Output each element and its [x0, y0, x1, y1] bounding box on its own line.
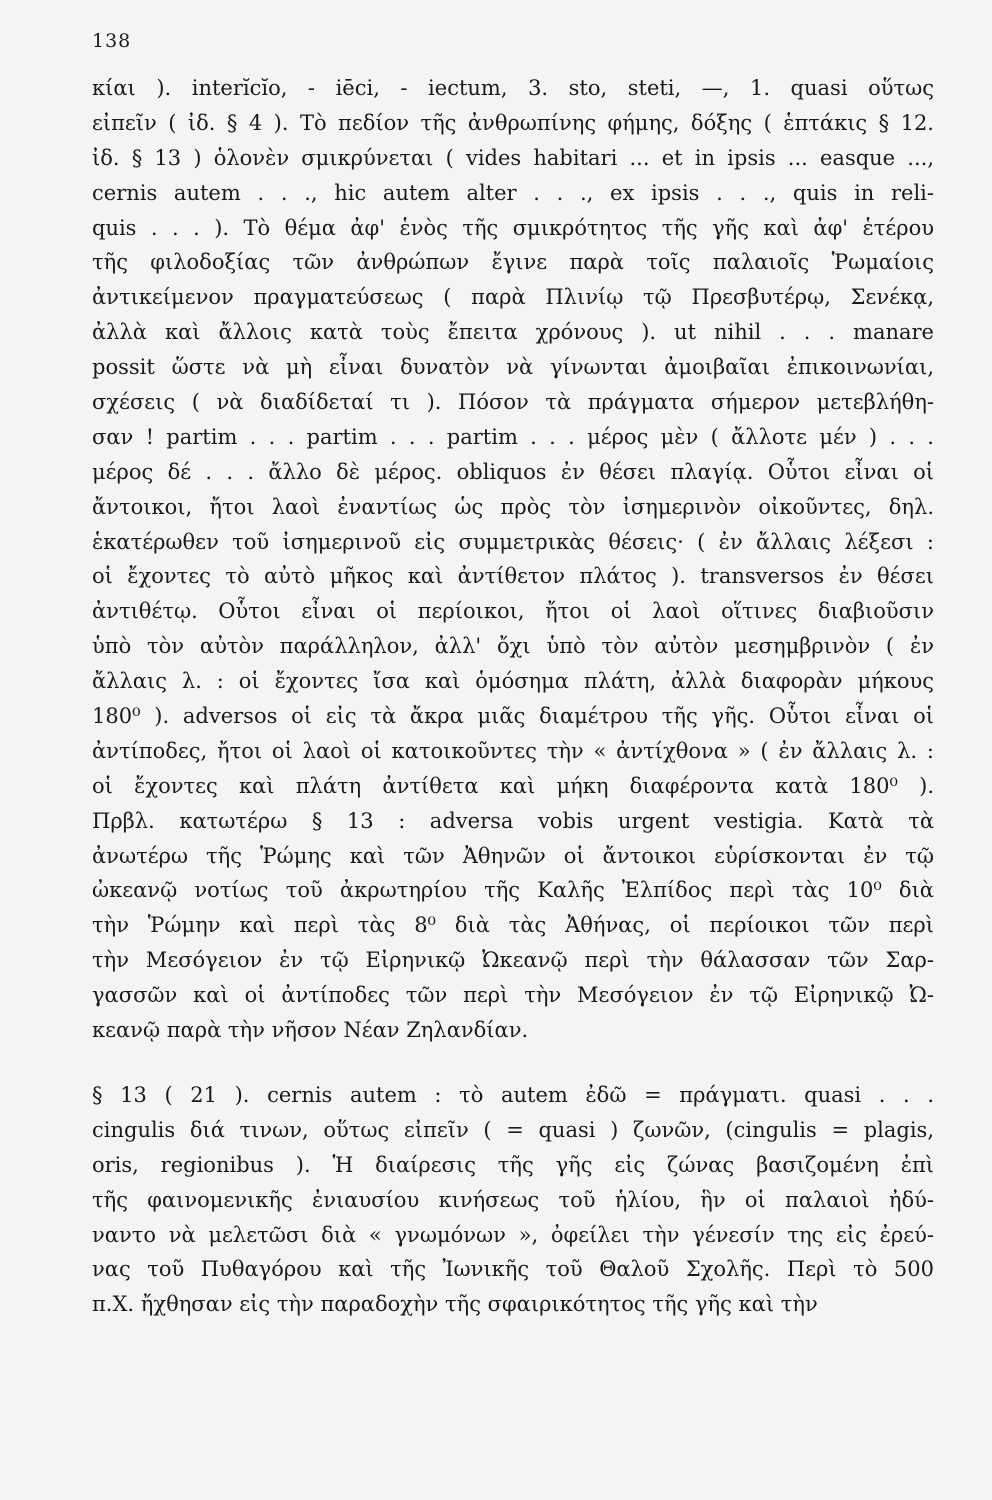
- text-line: μέρος δέ . . . ἄλλο δὲ μέρος. obliquos ἐν θέσει πλαγίᾳ. Οὗτοι εἶναι οἱ: [92, 459, 934, 484]
- paragraph-gap: [92, 1048, 934, 1078]
- page-number: 138: [92, 30, 132, 52]
- text-line: cingulis διά τινων, οὕτως εἰπεῖν ( = quasi ) ζωνῶν, (cingulis = plagis,: [92, 1117, 934, 1142]
- text-line: π.Χ. ἤχθησαν εἰς τὴν παραδοχὴν τῆς σφαιρικότητος τῆς γῆς καὶ τὴν: [92, 1292, 818, 1317]
- text-line: εἰπεῖν ( ἰδ. § 4 ). Τὸ πεδίον τῆς ἀνθρωπίνης φήμης, δόξης ( ἑπτάκις § 12.: [92, 110, 934, 135]
- text-line: ναντο νὰ μελετῶσι διὰ « γνωμόνων », ὀφείλει τὴν γένεσίν της εἰς ἐρεύ-: [92, 1222, 934, 1247]
- page-text: [92, 71, 934, 1322]
- text-line: cernis autem . . ., hic autem alter . . ., ex ipsis . . ., quis in reli-: [92, 180, 934, 205]
- text-line: ἄντοικοι, ἤτοι λαοὶ ἐναντίως ὡς πρὸς τὸν ἰσημερινὸν οἰκοῦντες, δηλ.: [92, 494, 934, 519]
- text-line: τῆς φιλοδοξίας τῶν ἀνθρώπων ἔγινε παρὰ τοῖς παλαιοῖς Ῥωμαίοις: [92, 250, 934, 275]
- text-line: σαν ! partim . . . partim . . . partim . . . μέρος μὲν ( ἄλλοτε μέν ) . . .: [92, 424, 934, 449]
- text-line: oris, regionibus ). Ἡ διαίρεσις τῆς γῆς εἰς ζώνας βασιζομένη ἐπὶ: [92, 1152, 934, 1177]
- text-line: κίαι ). interĭcĭo, - iēci, - iectum, 3. sto, steti, —, 1. quasi οὕτως: [92, 76, 934, 100]
- text-line: ἀνωτέρω τῆς Ῥώμης καὶ τῶν Ἀθηνῶν οἱ ἄντοικοι εὑρίσκονται ἐν τῷ: [92, 843, 934, 868]
- text-line: ἄλλαις λ. : οἱ ἔχοντες ἴσα καὶ ὁμόσημα πλάτη, ἀλλὰ διαφορὰν μήκους: [92, 669, 934, 694]
- paragraph-1: [92, 71, 934, 1048]
- text-line: νας τοῦ Πυθαγόρου καὶ τῆς Ἰωνικῆς τοῦ Θαλοῦ Σχολῆς. Περὶ τὸ 500: [92, 1257, 934, 1282]
- text-line: ἀντιθέτῳ. Οὗτοι εἶναι οἱ περίοικοι, ἤτοι οἱ λαοὶ οἵτινες διαβιοῦσιν: [92, 599, 934, 624]
- text-line: ἰδ. § 13 ) ὁλονὲν σμικρύνεται ( vides habitari ... et in ipsis ... easque ...,: [92, 145, 934, 170]
- paragraph-2: [92, 1078, 934, 1322]
- text-line: οἱ ἔχοντες τὸ αὐτὸ μῆκος καὶ ἀντίθετον πλάτος ). transversos ἐν θέσει: [92, 564, 934, 589]
- text-line: § 13 ( 21 ). cernis autem : τὸ autem ἐδῶ = πράγματι. quasi . . .: [92, 1082, 934, 1107]
- text-line: Πρβλ. κατωτέρω § 13 : adversa vobis urgent vestigia. Κατὰ τὰ: [92, 808, 934, 833]
- text-line: ὠκεανῷ νοτίως τοῦ ἀκρωτηρίου τῆς Καλῆς Ἐλπίδος περὶ τὰς 10⁰ διὰ: [92, 878, 934, 903]
- text-line: ἀντικείμενον πραγματεύσεως ( παρὰ Πλινίῳ τῷ Πρεσβυτέρῳ, Σενέκᾳ,: [92, 285, 934, 310]
- text-line: ἀντίποδες, ἤτοι οἱ λαοὶ οἱ κατοικοῦντες τὴν « ἀντίχθονα » ( ἐν ἄλλαις λ. :: [92, 738, 934, 763]
- text-line: κεανῷ παρὰ τὴν νῆσον Νέαν Ζηλανδίαν.: [92, 1018, 529, 1043]
- text-line: τῆς φαινομενικῆς ἐνιαυσίου κινήσεως τοῦ ἡλίου, ἣν οἱ παλαιοὶ ἠδύ-: [92, 1187, 934, 1212]
- text-line: οἱ ἔχοντες καὶ πλάτη ἀντίθετα καὶ μήκη διαφέροντα κατὰ 180⁰ ).: [92, 773, 934, 798]
- text-line: γασσῶν καὶ οἱ ἀντίποδες τῶν περὶ τὴν Μεσόγειον ἐν τῷ Εἰρηνικῷ Ὠ-: [92, 983, 934, 1008]
- text-line: ὑπὸ τὸν αὐτὸν παράλληλον, ἀλλ' ὄχι ὑπὸ τὸν αὐτὸν μεσημβρινὸν ( ἐν: [92, 634, 934, 659]
- text-line: 180⁰ ). adversos οἱ εἰς τὰ ἄκρα μιᾶς διαμέτρου τῆς γῆς. Οὗτοι εἶναι οἱ: [92, 704, 934, 729]
- text-line: σχέσεις ( νὰ διαδίδεταί τι ). Πόσον τὰ πράγματα σήμερον μετεβλήθη-: [92, 390, 934, 415]
- text-line: quis . . . ). Τὸ θέμα ἀφ' ἑνὸς τῆς σμικρότητος τῆς γῆς καὶ ἀφ' ἑτέρου: [92, 215, 934, 240]
- text-line: possit ὥστε νὰ μὴ εἶναι δυνατὸν νὰ γίνωνται ἀμοιβαῖαι ἐπικοινωνίαι,: [92, 355, 934, 380]
- text-line: ἀλλὰ καὶ ἄλλοις κατὰ τοὺς ἔπειτα χρόνους ). ut nihil . . . manare: [92, 320, 934, 345]
- text-line: τὴν Ῥώμην καὶ περὶ τὰς 8⁰ διὰ τὰς Ἀθήνας, οἱ περίοικοι τῶν περὶ: [92, 913, 934, 938]
- text-line: τὴν Μεσόγειον ἐν τῷ Εἰρηνικῷ Ὠκεανῷ περὶ τὴν θάλασσαν τῶν Σαρ-: [92, 948, 934, 973]
- text-line: ἑκατέρωθεν τοῦ ἰσημερινοῦ εἰς συμμετρικὰς θέσεις· ( ἐν ἄλλαις λέξεσι :: [92, 529, 934, 554]
